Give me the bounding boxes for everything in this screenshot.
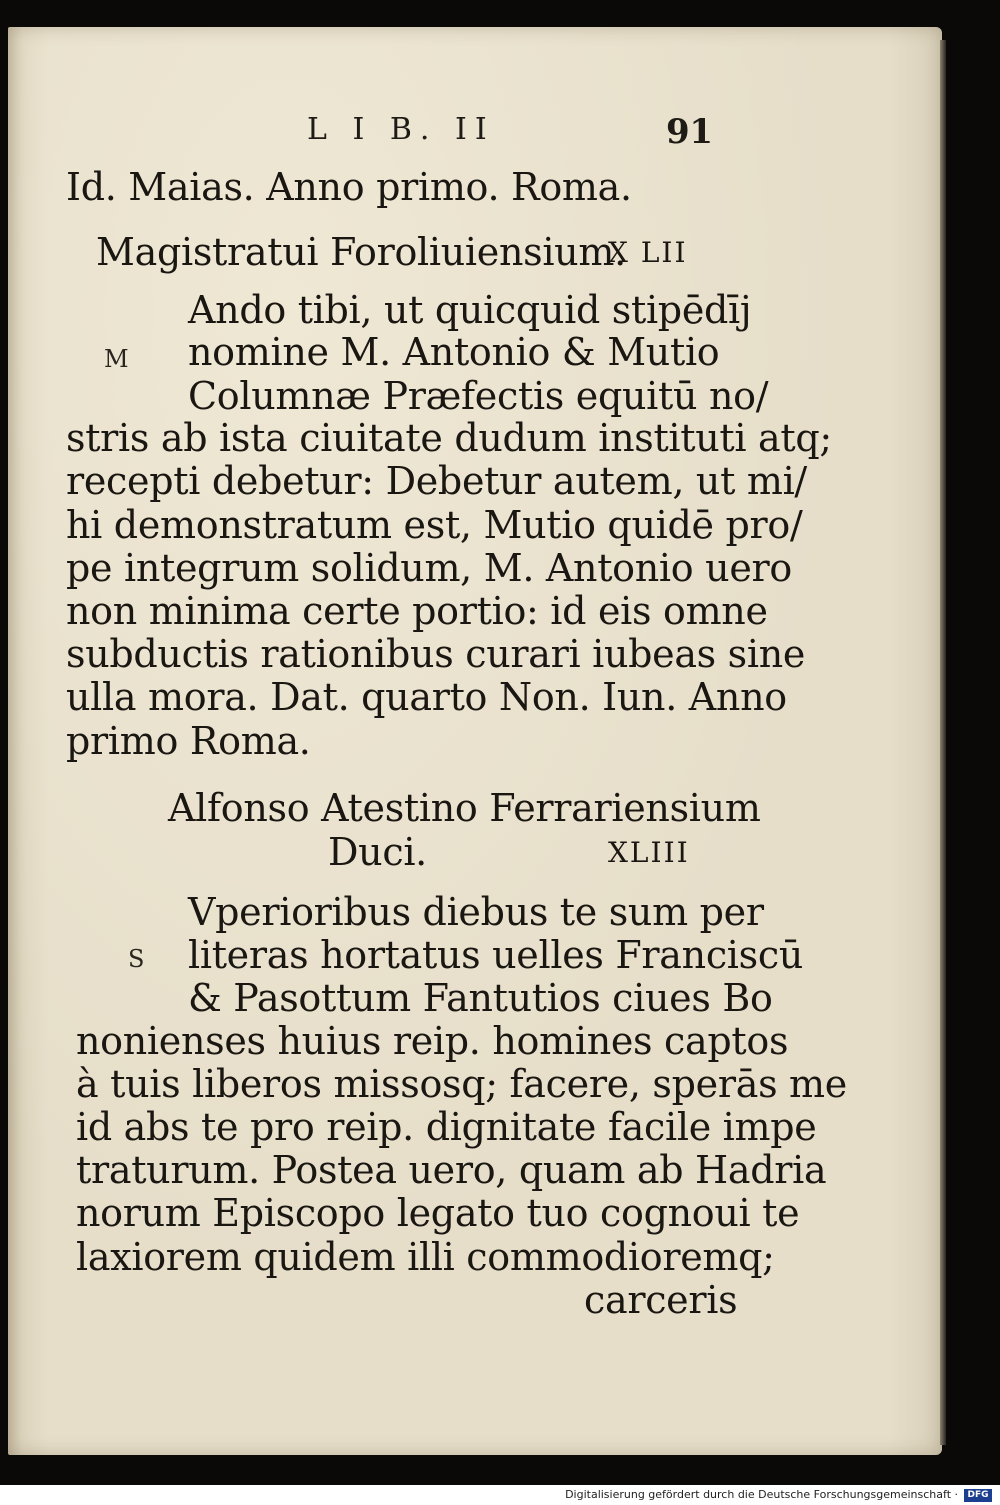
text-line: ulla mora. Dat. quarto Non. Iun. Anno	[66, 675, 787, 719]
page-edge	[940, 40, 946, 1445]
digitization-credit: Digitalisierung gefördert durch die Deutsche Forschungsgemeinschaft ·	[565, 1488, 958, 1501]
text-line: Vperioribus diebus te sum per	[188, 890, 764, 934]
text-line: traturum. Postea uero, quam ab Hadria	[76, 1148, 827, 1192]
text-line: pe integrum solidum, M. Antonio uero	[66, 546, 792, 590]
text-line: & Pasottum Fantutios ciues Bo	[188, 976, 773, 1020]
text-line: hi demonstratum est, Mutio quidē pro/	[66, 503, 803, 547]
text-line: literas hortatus uelles Franciscū	[188, 933, 804, 977]
letter-numeral: XLIII	[608, 836, 690, 869]
letter-title-continued: Duci.	[328, 830, 427, 874]
text-line: nonienses huius reip. homines captos	[76, 1019, 789, 1063]
text-line: norum Episcopo legato tuo cognoui te	[76, 1191, 800, 1235]
text-line: Columnæ Præfectis equitū no/	[188, 374, 769, 418]
text-line: à tuis liberos missosq; facere, sperās me	[76, 1062, 847, 1106]
text-line: recepti debetur: Debetur autem, ut mi/	[66, 459, 807, 503]
marginal-initial: M	[104, 345, 129, 373]
running-head: L I B. II	[307, 112, 495, 147]
page-number: 91	[666, 112, 713, 152]
text-line: stris ab ista ciuitate dudum instituti atq;	[66, 416, 832, 460]
text-line: non minima certe portio: id eis omne	[66, 589, 768, 633]
dfg-logo: DFG	[964, 1489, 992, 1502]
catchword: carceris	[584, 1278, 738, 1322]
letter-numeral: X LII	[608, 236, 688, 269]
marginal-initial: S	[128, 945, 145, 973]
text-line: laxiorem quidem illi commodioremq;	[76, 1235, 775, 1279]
text-line: subductis rationibus curari iubeas sine	[66, 632, 806, 676]
text-line: nomine M. Antonio & Mutio	[188, 330, 720, 374]
closing-line-previous-letter: Id. Maias. Anno primo. Roma.	[66, 165, 632, 209]
text-line: id abs te pro reip. dignitate facile impe	[76, 1105, 817, 1149]
text-line: Ando tibi, ut quicquid stipēdīj	[188, 288, 752, 332]
letter-title: Alfonso Atestino Ferrariensium	[168, 786, 761, 830]
letter-title: Magistratui Foroliuiensium.	[96, 230, 626, 274]
text-line: primo Roma.	[66, 719, 311, 763]
